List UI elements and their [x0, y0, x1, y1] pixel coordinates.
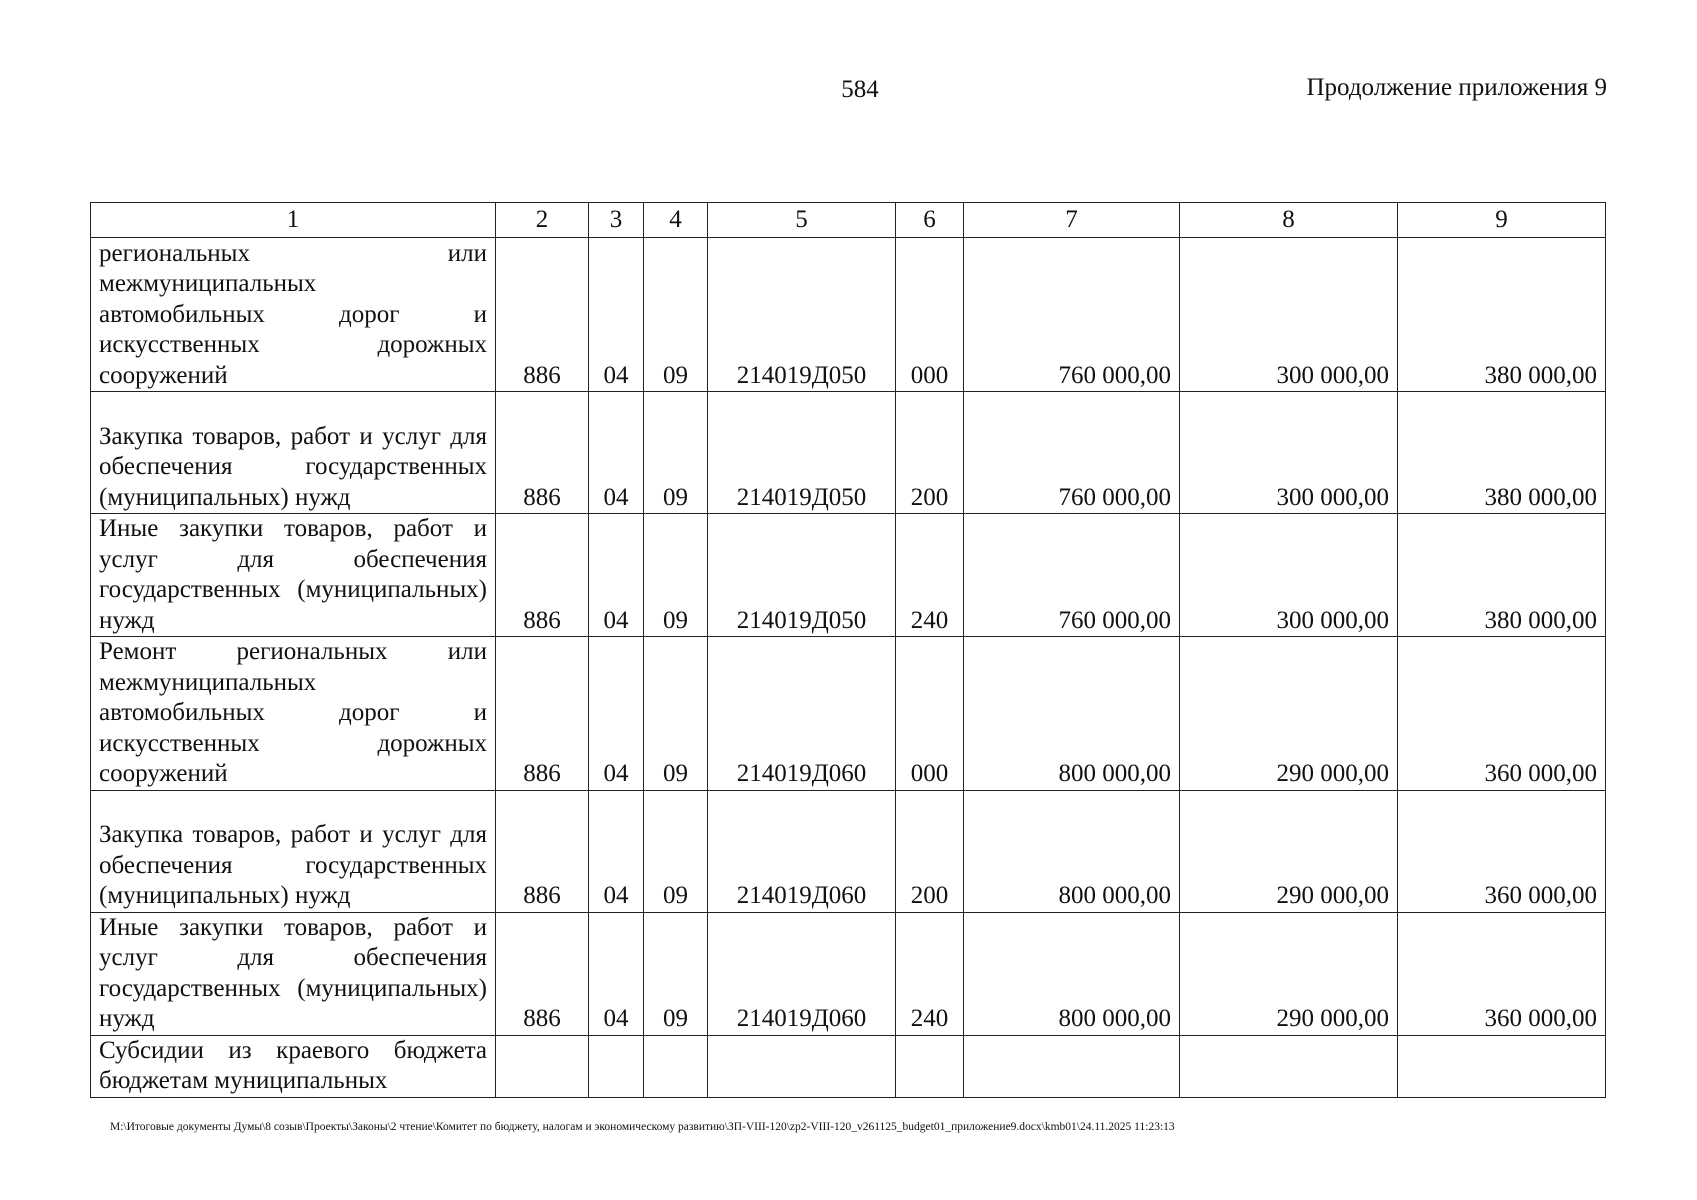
cell-amount-col7: 800 000,00 — [964, 790, 1180, 912]
cell-target-article: 214019Д060 — [708, 912, 896, 1035]
table-row — [91, 514, 1606, 637]
column-header: 4 — [644, 203, 708, 238]
cell-target-article: 214019Д060 — [708, 790, 896, 912]
cell-section: 04 — [589, 514, 644, 637]
cell-amount-col7: 800 000,00 — [964, 637, 1180, 791]
cell-subsection: 09 — [644, 238, 708, 392]
cell-section: 04 — [589, 238, 644, 392]
column-header: 2 — [496, 203, 589, 238]
cell-admin-code: 886 — [496, 238, 589, 392]
column-header: 1 — [91, 203, 496, 238]
cell-section — [589, 1035, 644, 1097]
cell-amount-col8: 300 000,00 — [1180, 238, 1398, 392]
column-header: 6 — [896, 203, 964, 238]
page-number: 584 — [841, 76, 879, 103]
cell-amount-col9: 360 000,00 — [1398, 912, 1606, 1035]
item-name: Субсидии из краевого бюджета бюджетам муниципальных — [91, 1035, 496, 1097]
cell-amount-col7: 760 000,00 — [964, 392, 1180, 514]
cell-admin-code — [496, 1035, 589, 1097]
cell-amount-col8 — [1180, 1035, 1398, 1097]
cell-target-article: 214019Д050 — [708, 392, 896, 514]
cell-amount-col8: 300 000,00 — [1180, 392, 1398, 514]
table-row — [91, 790, 1606, 912]
cell-target-article: 214019Д060 — [708, 637, 896, 791]
cell-amount-col9: 380 000,00 — [1398, 392, 1606, 514]
cell-expense-type: 240 — [896, 912, 964, 1035]
column-header: 3 — [589, 203, 644, 238]
cell-subsection: 09 — [644, 637, 708, 791]
item-name: Иные закупки товаров, работ и услуг для обеспечения государственных (муниципальных) нужд — [91, 912, 496, 1035]
cell-target-article: 214019Д050 — [708, 238, 896, 392]
cell-subsection — [644, 1035, 708, 1097]
table-row — [91, 238, 1606, 392]
cell-target-article — [708, 1035, 896, 1097]
cell-expense-type: 200 — [896, 392, 964, 514]
cell-amount-col7: 800 000,00 — [964, 912, 1180, 1035]
cell-amount-col9: 360 000,00 — [1398, 790, 1606, 912]
cell-amount-col8: 290 000,00 — [1180, 912, 1398, 1035]
cell-admin-code: 886 — [496, 637, 589, 791]
cell-amount-col9 — [1398, 1035, 1606, 1097]
cell-section: 04 — [589, 637, 644, 791]
cell-admin-code: 886 — [496, 392, 589, 514]
footer-file-path: M:\Итоговые документы Думы\8 созыв\Проекты\Законы\2 чтение\Комитет по бюджету, налогам и экономическому развитию\ЗП-VIII-120\zp2-VIII-120_v261125_budget01_приложение9.docx\kmb01\24.11.2025 11:23:13 — [110, 1121, 1175, 1133]
table-row — [91, 1035, 1606, 1097]
column-header: 9 — [1398, 203, 1606, 238]
cell-expense-type: 240 — [896, 514, 964, 637]
cell-amount-col7 — [964, 1035, 1180, 1097]
item-name: Иные закупки товаров, работ и услуг для обеспечения государственных (муниципальных) нужд — [91, 514, 496, 637]
item-name: Ремонт региональных или межмуниципальных автомобильных дорог и искусственных дорожных сооружений — [91, 637, 496, 791]
cell-subsection: 09 — [644, 790, 708, 912]
cell-expense-type: 200 — [896, 790, 964, 912]
cell-expense-type: 000 — [896, 238, 964, 392]
table-header-row — [91, 203, 1606, 238]
column-header: 8 — [1180, 203, 1398, 238]
cell-amount-col7: 760 000,00 — [964, 238, 1180, 392]
cell-admin-code: 886 — [496, 514, 589, 637]
item-name: Закупка товаров, работ и услуг для обеспечения государственных (муниципальных) нужд — [91, 790, 496, 912]
cell-amount-col8: 290 000,00 — [1180, 637, 1398, 791]
cell-admin-code: 886 — [496, 790, 589, 912]
budget-table — [90, 202, 1606, 1098]
cell-subsection: 09 — [644, 392, 708, 514]
table-row — [91, 392, 1606, 514]
table-row — [91, 912, 1606, 1035]
cell-amount-col8: 300 000,00 — [1180, 514, 1398, 637]
item-name: региональных или межмуниципальных автомобильных дорог и искусственных дорожных сооружений — [91, 238, 496, 392]
column-header: 7 — [964, 203, 1180, 238]
cell-section: 04 — [589, 912, 644, 1035]
cell-amount-col9: 360 000,00 — [1398, 637, 1606, 791]
cell-expense-type — [896, 1035, 964, 1097]
column-header: 5 — [708, 203, 896, 238]
cell-target-article: 214019Д050 — [708, 514, 896, 637]
cell-amount-col9: 380 000,00 — [1398, 238, 1606, 392]
cell-amount-col8: 290 000,00 — [1180, 790, 1398, 912]
cell-section: 04 — [589, 392, 644, 514]
cell-amount-col7: 760 000,00 — [964, 514, 1180, 637]
cell-expense-type: 000 — [896, 637, 964, 791]
cell-section: 04 — [589, 790, 644, 912]
cell-subsection: 09 — [644, 514, 708, 637]
cell-amount-col9: 380 000,00 — [1398, 514, 1606, 637]
table-row — [91, 637, 1606, 791]
appendix-continuation-note: Продолжение приложения 9 — [1306, 74, 1607, 101]
cell-subsection: 09 — [644, 912, 708, 1035]
cell-admin-code: 886 — [496, 912, 589, 1035]
item-name: Закупка товаров, работ и услуг для обеспечения государственных (муниципальных) нужд — [91, 392, 496, 514]
